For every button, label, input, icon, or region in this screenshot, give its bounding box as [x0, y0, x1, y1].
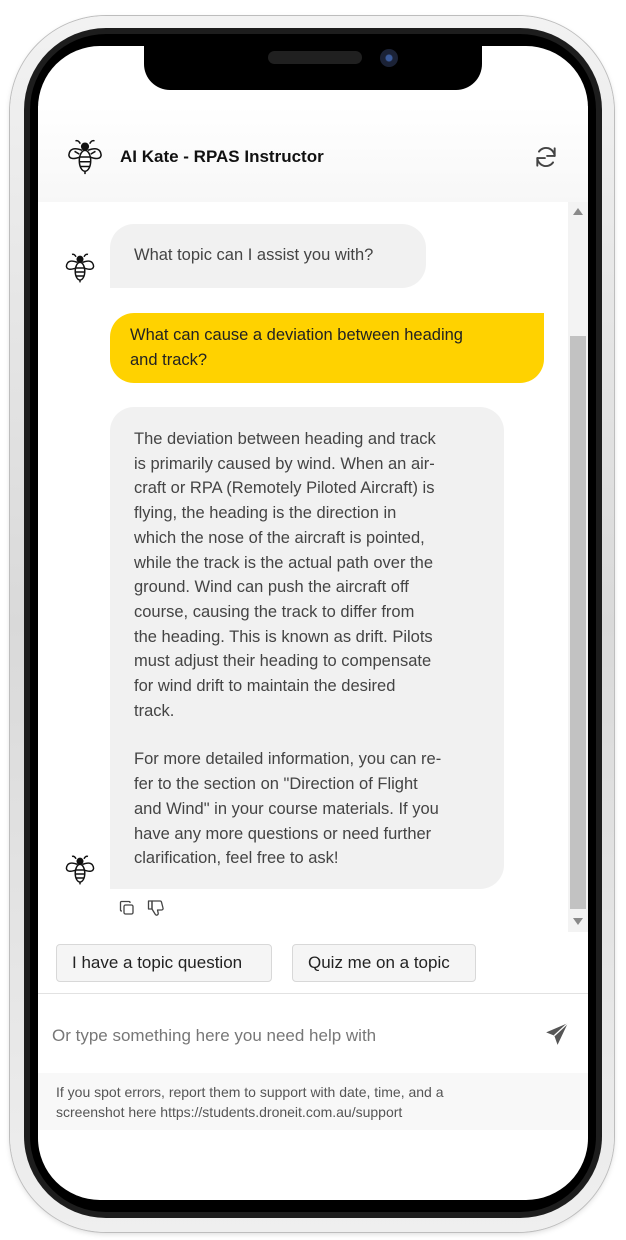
chat-messages: [38, 202, 568, 932]
topic-question-button[interactable]: I have a topic question: [56, 944, 272, 982]
message-line: must adjust their heading to compensate: [134, 652, 432, 671]
message-line: which the nose of the aircraft is pointed,: [134, 528, 425, 547]
phone-screen: [38, 46, 588, 1200]
message-line: track.: [134, 701, 175, 720]
message-line: flying, the heading is the direction in: [134, 504, 397, 523]
message-text: What topic can I assist you with?: [134, 246, 374, 264]
message-line: For more detailed information, you can re-: [134, 750, 442, 769]
message-line: is primarily caused by wind. When an air-: [134, 454, 435, 473]
message-line: fer to the section on "Direction of Flight: [134, 775, 418, 794]
speaker-grille: [268, 51, 362, 64]
bee-icon: [64, 252, 96, 284]
chat-header: [38, 106, 588, 202]
refresh-icon[interactable]: [533, 144, 559, 170]
message-line: ground. Wind can push the aircraft off: [134, 578, 409, 597]
support-footer: [38, 1073, 588, 1130]
thumbs-down-icon[interactable]: [147, 899, 165, 917]
scroll-thumb[interactable]: [570, 336, 586, 909]
bee-icon: [64, 854, 96, 886]
chat-title: AI Kate - RPAS Instructor: [120, 147, 324, 166]
message-input[interactable]: [50, 1018, 524, 1054]
bee-icon: [66, 138, 104, 176]
message-paragraph: [134, 747, 480, 871]
chat-scrollbar[interactable]: [568, 202, 588, 932]
message-line: clarification, feel free to ask!: [134, 849, 339, 868]
message-line: craft or RPA (Remotely Piloted Aircraft) is: [134, 479, 435, 498]
bot-message: [110, 224, 426, 288]
message-line: for wind drift to maintain the desired: [134, 677, 396, 696]
message-line: and track?: [130, 350, 208, 369]
camera-icon: [380, 49, 398, 67]
copy-icon[interactable]: [119, 900, 135, 916]
message-line: and Wind" in your course materials. If you: [134, 799, 439, 818]
message-line: the heading. This is known as drift. Pilots: [134, 627, 433, 646]
divider: [38, 993, 588, 994]
message-line: What can cause a deviation between heading: [130, 326, 463, 344]
user-message: [110, 313, 544, 383]
scroll-up-icon[interactable]: [573, 208, 583, 215]
quiz-button[interactable]: Quiz me on a topic: [292, 944, 476, 982]
message-line: The deviation between heading and track: [134, 430, 436, 448]
footer-line: screenshot here https://students.droneit.com.au/support: [56, 1103, 403, 1120]
scroll-down-icon[interactable]: [573, 918, 583, 925]
message-line: course, causing the track to differ from: [134, 602, 415, 621]
message-line: have any more questions or need further: [134, 824, 432, 843]
phone-notch: [144, 46, 482, 90]
bot-message: [110, 407, 504, 889]
send-icon[interactable]: [544, 1021, 570, 1047]
message-line: while the track is the actual path over the: [134, 553, 433, 572]
message-paragraph: [134, 427, 480, 723]
support-notice: [56, 1083, 556, 1122]
footer-line: If you spot errors, report them to support with date, time, and a: [56, 1084, 444, 1100]
